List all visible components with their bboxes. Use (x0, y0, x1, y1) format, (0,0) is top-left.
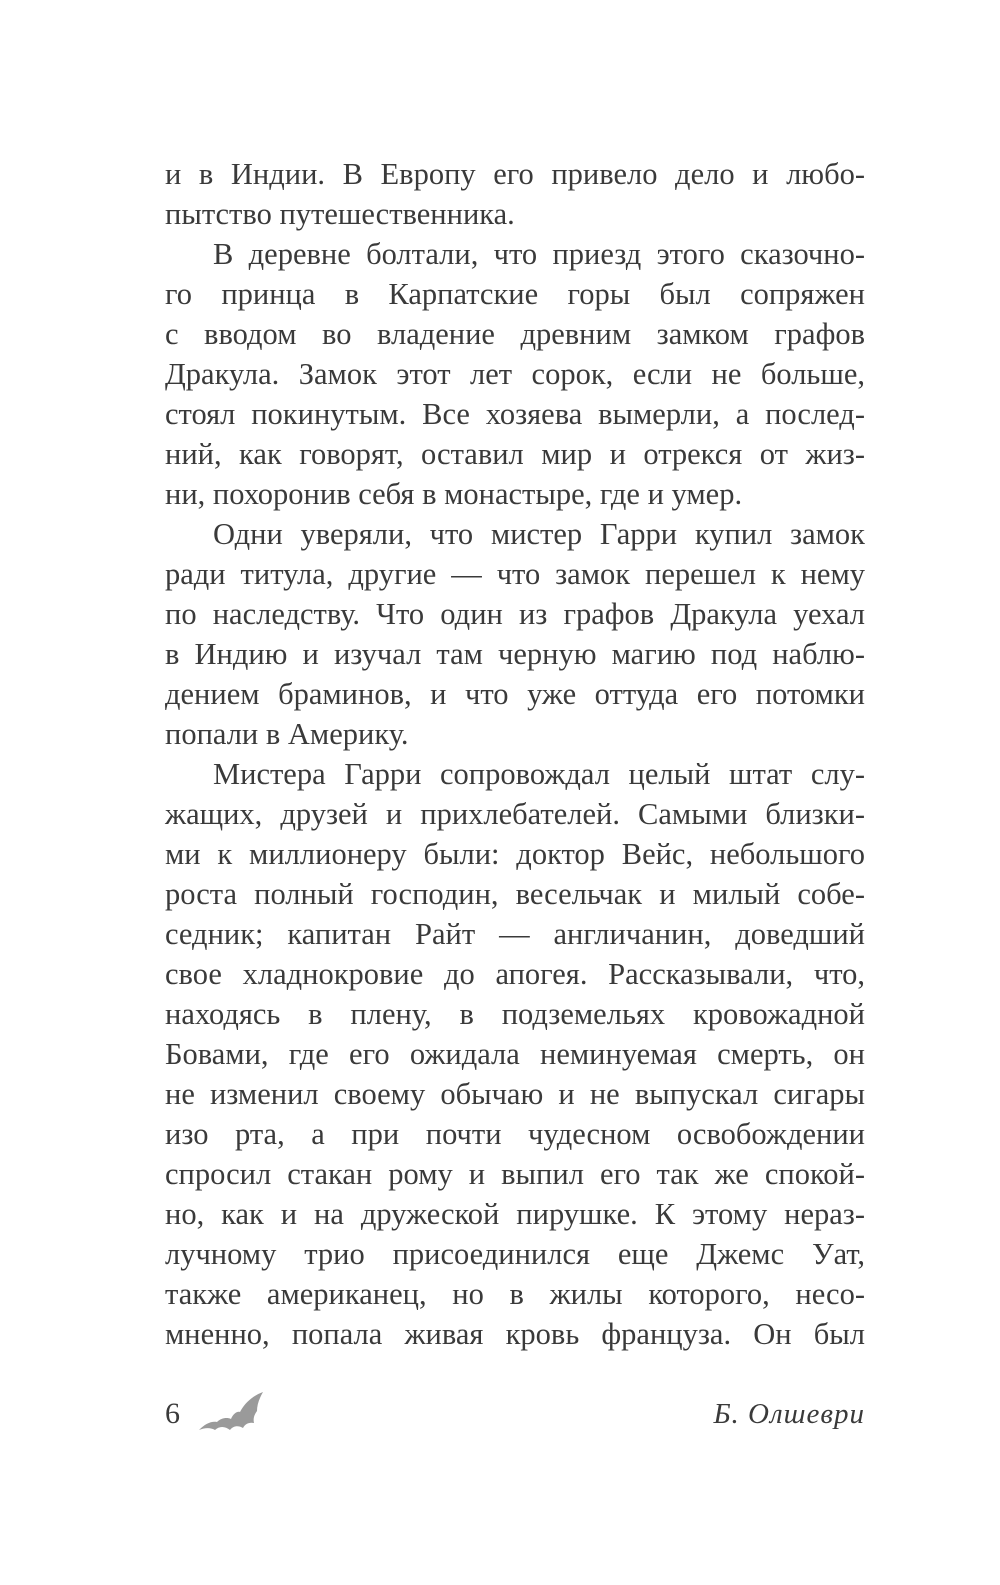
text-line: роста полный господин, весельчак и милый собе- (165, 877, 865, 911)
text-line: пытство путешественника. (165, 197, 515, 231)
text-line: свое хладнокровие до апогея. Рассказывали, что, (165, 957, 865, 991)
text-line: дением браминов, и что уже оттуда его потомки (165, 677, 865, 711)
text-line: также американец, но в жилы которого, несо- (165, 1277, 865, 1311)
page-number: 6 (165, 1397, 180, 1430)
text-line: ний, как говорят, оставил мир и отрекся от жиз- (165, 437, 865, 471)
text-line: по наследству. Что один из графов Дракула уехал (165, 597, 865, 631)
text-line: с вводом во владение древним замком графов (165, 317, 865, 351)
text-line: в Индию и изучал там черную магию под наблю- (165, 637, 865, 671)
text-line: мненно, попала живая кровь француза. Он был (165, 1317, 865, 1351)
text-line: жащих, друзей и прихлебателей. Самыми близки- (165, 797, 865, 831)
text-line: но, как и на дружеской пирушке. К этому нераз- (165, 1197, 865, 1231)
bat-icon (197, 1390, 265, 1436)
text-line: изо рта, а при почти чудесном освобождении (165, 1117, 865, 1151)
text-line: не изменил своему обычаю и не выпускал сигары (165, 1077, 865, 1111)
text-line: стоял покинутым. Все хозяева вымерли, а послед- (165, 397, 865, 431)
text-line: попали в Америку. (165, 717, 409, 751)
text-line: лучному трио присоединился еще Джемс Уат, (165, 1237, 865, 1271)
text-line: седник; капитан Райт — англичанин, доведший (165, 917, 865, 951)
text-line: ми к миллионеру были: доктор Вейс, небольшого (165, 837, 865, 871)
text-line: находясь в плену, в подземельях кровожадной (165, 997, 865, 1031)
text-line: В деревне болтали, что приезд этого сказочно- (213, 237, 865, 271)
author-name: Б. Олшеври (713, 1398, 865, 1430)
body-text (165, 154, 865, 1354)
text-line: ни, похоронив себя в монастыре, где и умер. (165, 477, 743, 511)
text-line: Бовами, где его ожидала неминуемая смерть, он (165, 1037, 865, 1071)
text-line: Мистера Гарри сопровождал целый штат слу- (213, 757, 865, 791)
text-line: ради титула, другие — что замок перешел к нему (165, 557, 865, 591)
text-line: Дракула. Замок этот лет сорок, если не больше, (165, 357, 865, 391)
text-line: и в Индии. В Европу его привело дело и любо- (165, 157, 865, 191)
text-line: Одни уверяли, что мистер Гарри купил замок (213, 517, 865, 551)
text-line: спросил стакан рому и выпил его так же спокой- (165, 1157, 865, 1191)
page-footer (165, 1390, 865, 1440)
text-line: го принца в Карпатские горы был сопряжен (165, 277, 865, 311)
